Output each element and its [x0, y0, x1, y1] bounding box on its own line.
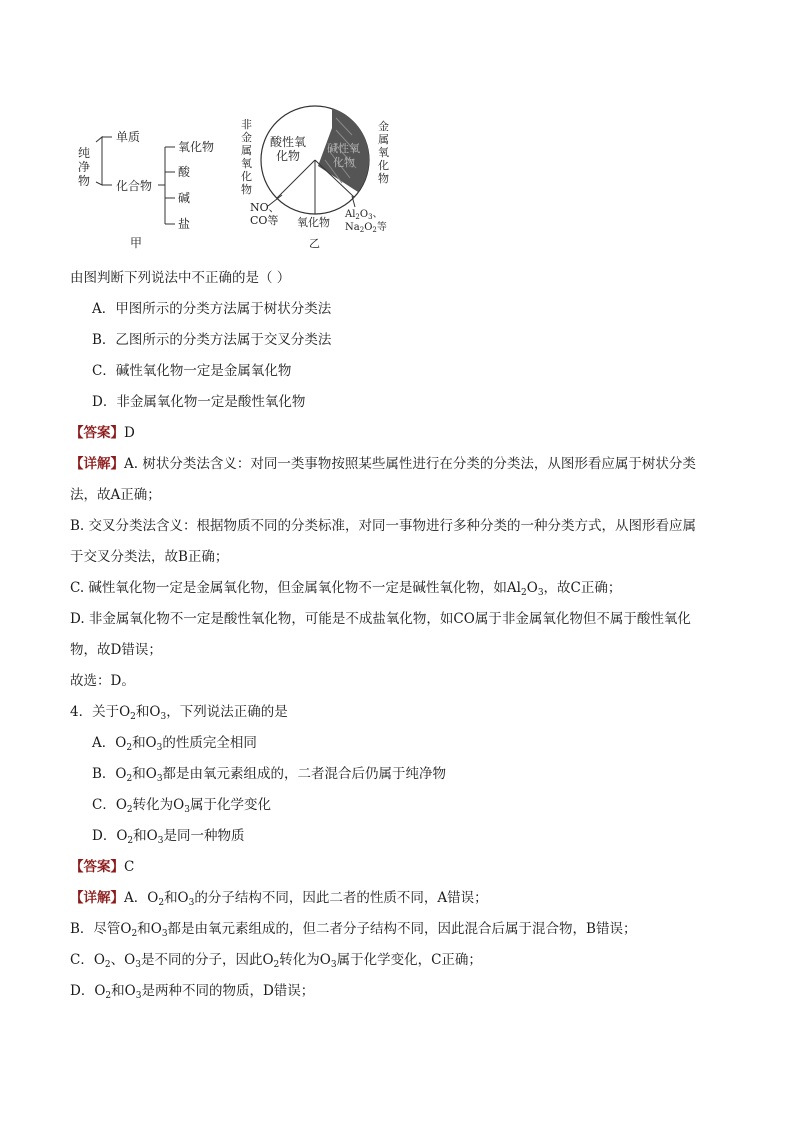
q4-opt-d-post: 是同一种物质: [163, 828, 245, 844]
q4-explain-b: [70, 919, 636, 939]
tree-caption: 甲: [130, 236, 143, 250]
classification-figure: [0, 0, 794, 260]
q4-option-c: [92, 795, 271, 815]
pie-caption: 乙: [309, 237, 320, 250]
sub: 2: [126, 805, 133, 815]
q4-stem: [70, 702, 288, 722]
q3-option-c: C．碱性氧化物一定是金属氧化物: [92, 363, 292, 379]
q4-exp-c-mid3: 转化为O: [279, 952, 331, 968]
q3-explain-c-post: ，故C正确；: [543, 580, 622, 596]
metal-oxide-vertical-3: 氧: [378, 146, 389, 159]
nonmetal-oxide-vertical-1: 非: [241, 118, 252, 131]
acid-oxide-line-1: 酸性氧: [270, 135, 307, 149]
basic-oxide-label-2: 化物: [333, 156, 355, 169]
q3-explain-a-text1: A. 树状分类法含义：对同一类事物按照某些属性进行在分类的分类法，从图形看应属于树状分类: [124, 456, 696, 472]
q4-exp-a-pre: A．O: [124, 890, 159, 906]
na2o2-label: $Na_2O_2$等: [345, 222, 387, 234]
q3-answer-line: [70, 423, 135, 443]
metal-oxide-vertical-4: 化: [378, 159, 389, 172]
q3-conclusion: 故选：D。: [70, 673, 135, 689]
q4-option-d: [92, 826, 244, 846]
q4-option-b: [92, 764, 446, 784]
sub: 3: [156, 774, 163, 784]
sub: 3: [188, 898, 195, 908]
q4-opt-b-post: 都是由氧元素组成的，二者混合后仍属于纯净物: [162, 766, 447, 782]
sub: 3: [160, 712, 167, 722]
tree-root-char-2: 净: [78, 160, 91, 174]
sub: 2: [126, 743, 133, 753]
q4-explain-a: [70, 888, 488, 908]
sub: 3: [330, 960, 337, 970]
q3-detail-tag: 【详解】: [70, 456, 124, 472]
nonmetal-oxide-vertical-5: 化: [241, 170, 252, 183]
metal-oxide-vertical-5: 物: [378, 172, 389, 185]
nonmetal-oxide-vertical-4: 氧: [241, 157, 252, 170]
tree-node-base: 碱: [178, 191, 191, 205]
al2o3-label: $Al_2O_3$、: [345, 209, 383, 221]
tree-node-compound: 化合物: [116, 179, 153, 193]
q4-opt-a-mid: 和O: [132, 735, 157, 751]
q4-opt-b-pre: B．O: [92, 766, 127, 782]
q4-opt-a-post: 的性质完全相同: [162, 735, 257, 751]
q3-option-d: D．非金属氧化物一定是酸性氧化物: [92, 394, 306, 410]
q4-answer: C: [124, 859, 135, 875]
q4-opt-c-pre: C．O: [92, 797, 127, 813]
q4-option-a: [92, 733, 257, 753]
q4-explain-c: [70, 950, 482, 970]
q4-exp-c-pre: C．O: [70, 952, 105, 968]
sub: 2: [105, 991, 112, 1001]
q4-exp-c-post: 属于化学变化，C正确；: [336, 952, 482, 968]
q3-stem: 由图判断下列说法中不正确的是（ ）: [70, 270, 291, 286]
tree-bracket-1: [96, 137, 112, 185]
sub: 2: [126, 774, 133, 784]
q3-option-a: A．甲图所示的分类方法属于树状分类法: [92, 301, 332, 317]
tree-root-char-3: 物: [78, 174, 91, 188]
q3-explain-b-line2: 于交叉分类法，故B正确；: [70, 549, 229, 565]
q4-answer-line: [70, 857, 134, 877]
q3-explain-b-line1: B. 交叉分类法含义：根据物质不同的分类标准，对同一事物进行多种分类的一种分类方式，从图形看应属: [70, 518, 697, 534]
q4-stem-mid: 和O: [135, 704, 161, 720]
sub: 2: [131, 929, 138, 939]
q4-exp-d-post: 是两种不同的物质，D错误；: [141, 983, 315, 999]
sub: 2: [127, 836, 134, 846]
q3-option-b: B．乙图所示的分类方法属于交叉分类法: [92, 332, 332, 348]
nonmetal-oxide-vertical-3: 属: [241, 144, 252, 157]
sub: 2: [273, 960, 280, 970]
sub: 2: [158, 898, 165, 908]
q4-exp-d-mid: 和O: [111, 983, 136, 999]
q4-opt-d-mid: 和O: [133, 828, 158, 844]
q4-opt-d-pre: D．O: [92, 828, 128, 844]
q4-stem-post: ，下列说法正确的是: [166, 704, 288, 720]
q4-exp-b-pre: B．尽管O: [70, 921, 132, 937]
q4-opt-c-post: 属于化学变化: [189, 797, 271, 813]
q3-explain-c-mid: O: [526, 580, 538, 596]
q4-exp-d-pre: D．O: [70, 983, 106, 999]
tree-node-oxide: 氧化物: [178, 140, 215, 154]
tree-diagram: [78, 129, 214, 250]
q4-opt-b-mid: 和O: [132, 766, 157, 782]
q4-exp-c-mid2: 是不同的分子，因此O: [140, 952, 274, 968]
metal-oxide-vertical-1: 金: [378, 120, 389, 133]
metal-oxide-vertical-2: 属: [378, 133, 389, 146]
q4-exp-a-mid: 和O: [164, 890, 189, 906]
q4-answer-tag: 【答案】: [70, 859, 124, 875]
q4-detail-tag: 【详解】: [70, 890, 124, 906]
cross-diagram: [241, 106, 389, 250]
sub: 2: [104, 960, 111, 970]
tree-root-char-1: 纯: [78, 146, 91, 160]
q4-exp-a-post: 的分子结构不同，因此二者的性质不同，A错误；: [194, 890, 488, 906]
q4-exp-b-mid: 和O: [137, 921, 162, 937]
sub: 3: [135, 960, 141, 970]
nonmetal-oxide-vertical-6: 物: [241, 183, 252, 196]
sub: 3: [537, 588, 544, 598]
q4-opt-a-pre: A．O: [92, 735, 127, 751]
q3-explain-d-line2: 物，故D错误；: [70, 642, 162, 658]
q4-explain-d: [70, 981, 314, 1001]
q3-answer: D: [124, 425, 135, 441]
q3-answer-tag: 【答案】: [70, 425, 124, 441]
sub: 3: [135, 991, 142, 1001]
tree-node-acid: 酸: [178, 165, 191, 179]
no-label: NO、: [250, 201, 280, 214]
sub: 2: [130, 712, 136, 722]
sub: 3: [156, 743, 163, 753]
q4-exp-c-mid1: 、O: [110, 952, 136, 968]
co-label: CO等: [250, 214, 279, 227]
sub: 3: [161, 929, 168, 939]
q3-explain-a-line1: [70, 454, 696, 474]
acid-oxide-line-2: 化物: [276, 149, 301, 163]
q3-explain-d-line1: D. 非金属氧化物不一定是酸性氧化物，可能是不成盐氧化物，如CO属于非金属氧化物但不属于酸性氧化: [70, 611, 691, 627]
sub: 2: [521, 588, 527, 598]
sub: 3: [157, 836, 164, 846]
basic-oxide-label-1: 碱性氧: [327, 142, 360, 155]
q3-explain-a-line2: 法，故A正确；: [70, 487, 161, 503]
oxide-label: 氧化物: [297, 216, 330, 229]
tree-node-salt: 盐: [178, 217, 191, 231]
tree-bracket-2: [158, 147, 175, 224]
q4-stem-pre: 4．关于O: [70, 704, 131, 720]
q3-explain-c-pre: C. 碱性氧化物一定是金属氧化物，但金属氧化物不一定是碱性氧化物，如Al: [70, 580, 521, 596]
q4-exp-b-post: 都是由氧元素组成的，但二者分子结构不同，因此混合后属于混合物，B错误；: [167, 921, 637, 937]
tree-node-elemental: 单质: [116, 130, 141, 144]
q3-explain-c: [70, 578, 621, 598]
q4-opt-c-mid: 转化为O: [132, 797, 185, 813]
nonmetal-oxide-vertical-2: 金: [241, 131, 252, 144]
sub: 3: [184, 805, 190, 815]
